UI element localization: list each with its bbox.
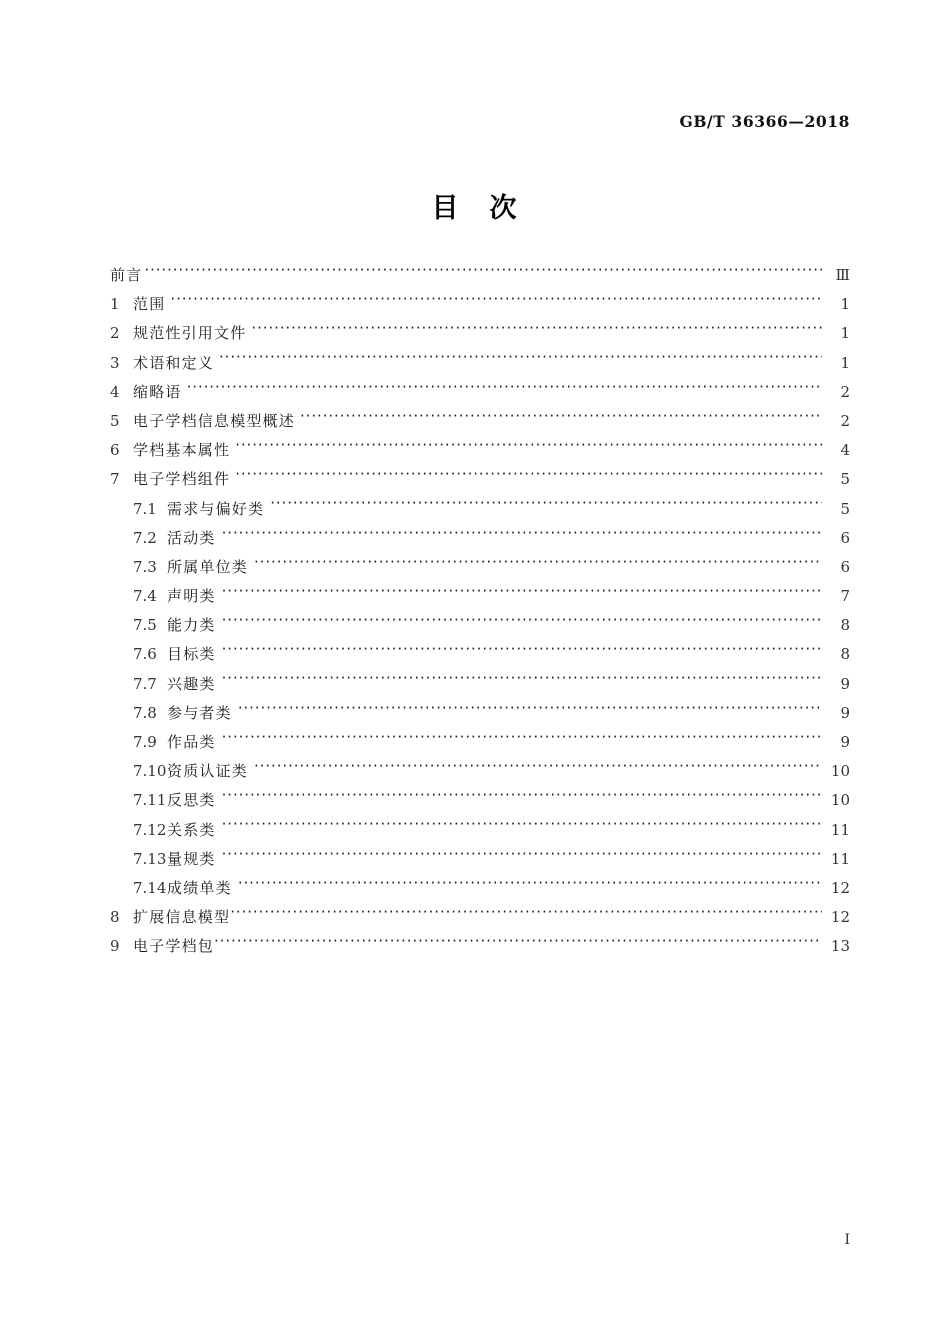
toc-dot-leader <box>187 382 822 397</box>
toc-entry-number: 7.2 <box>133 528 157 547</box>
toc-entry[interactable] <box>110 935 850 964</box>
toc-entry-label: 资质认证类 <box>167 762 249 781</box>
toc-entry[interactable] <box>110 789 850 818</box>
toc-dot-leader <box>170 294 822 309</box>
toc-entry[interactable] <box>110 527 850 556</box>
toc-entry-number: 1 <box>110 295 120 314</box>
toc-entry[interactable] <box>110 760 850 789</box>
toc-entry-page-number: 7 <box>840 587 850 606</box>
toc-entry-page-number: 11 <box>830 820 850 839</box>
toc-entry-page-number: Ⅲ <box>835 266 850 284</box>
toc-entry[interactable] <box>110 264 850 293</box>
toc-entry[interactable] <box>110 381 850 410</box>
toc-dot-leader <box>222 586 822 601</box>
toc-dot-leader <box>254 557 822 572</box>
toc-entry[interactable] <box>110 439 850 468</box>
toc-entry-number: 8 <box>110 908 120 927</box>
toc-dot-leader <box>222 849 822 864</box>
toc-dot-leader <box>219 353 822 368</box>
toc-entry-number: 7.7 <box>133 674 157 693</box>
toc-entry[interactable] <box>110 322 850 351</box>
toc-dot-leader <box>144 265 822 280</box>
toc-entry-label: 活动类 <box>167 528 216 547</box>
toc-entry-label: 范围 <box>133 295 166 314</box>
page-title: 目 次 <box>431 193 519 224</box>
toc-entry[interactable] <box>110 819 850 848</box>
toc-entry-label: 前言 <box>110 266 143 284</box>
toc-dot-leader <box>222 528 822 543</box>
toc-entry-label: 需求与偏好类 <box>167 499 265 518</box>
toc-entry-number: 7.6 <box>133 645 157 664</box>
toc-entry-number: 7.1 <box>133 499 157 518</box>
toc-entry-label: 电子学档信息模型概述 <box>133 411 296 430</box>
toc-entry[interactable] <box>110 731 850 760</box>
toc-entry-page-number: 1 <box>840 295 850 314</box>
toc-entry-number: 7.3 <box>133 557 157 576</box>
toc-entry-page-number: 5 <box>840 470 850 489</box>
toc-entry-page-number: 1 <box>840 353 850 372</box>
standard-code-header: GB/T 36366—2018 <box>679 112 850 131</box>
toc-dot-leader <box>230 907 822 922</box>
toc-dot-leader <box>222 820 822 835</box>
toc-dot-leader <box>235 469 822 484</box>
toc-entry-number: 4 <box>110 382 120 401</box>
toc-entry-page-number: 8 <box>840 616 850 635</box>
toc-entry-number: 7.11 <box>133 791 167 810</box>
toc-dot-leader <box>235 440 822 455</box>
toc-entry-label: 扩展信息模型 <box>133 908 231 927</box>
toc-entry[interactable] <box>110 498 850 527</box>
toc-dot-leader <box>270 499 822 514</box>
toc-entry-page-number: 6 <box>840 557 850 576</box>
toc-entry[interactable] <box>110 556 850 585</box>
toc-entry[interactable] <box>110 352 850 381</box>
toc-entry-label: 声明类 <box>167 587 216 606</box>
table-of-contents <box>110 264 850 965</box>
toc-dot-leader <box>251 323 822 338</box>
toc-dot-leader <box>222 790 822 805</box>
toc-entry-label: 缩略语 <box>133 382 182 401</box>
toc-entry-number: 6 <box>110 441 120 460</box>
footer-page-number: Ⅰ <box>844 1232 850 1248</box>
toc-entry-label: 电子学档组件 <box>133 470 231 489</box>
toc-entry-label: 规范性引用文件 <box>133 324 247 343</box>
toc-entry-page-number: 4 <box>840 441 850 460</box>
toc-entry-page-number: 2 <box>840 411 850 430</box>
toc-entry[interactable] <box>110 848 850 877</box>
toc-entry-number: 7.9 <box>133 733 157 751</box>
toc-entry[interactable] <box>110 468 850 497</box>
toc-entry-label: 学档基本属性 <box>133 441 231 460</box>
toc-entry-label: 成绩单类 <box>167 878 232 897</box>
toc-entry-label: 术语和定义 <box>133 353 215 372</box>
toc-entry-number: 3 <box>110 353 120 372</box>
toc-entry-number: 7.12 <box>133 820 167 839</box>
toc-entry-number: 2 <box>110 324 120 343</box>
toc-dot-leader <box>222 732 822 747</box>
toc-entry-number: 7.10 <box>133 762 167 781</box>
toc-entry[interactable] <box>110 614 850 643</box>
toc-entry-label: 电子学档包 <box>133 937 215 956</box>
toc-dot-leader <box>238 878 822 893</box>
toc-entry-page-number: 9 <box>840 703 850 722</box>
toc-entry-label: 兴趣类 <box>167 674 216 693</box>
toc-entry-label: 关系类 <box>167 820 216 839</box>
toc-entry-label: 目标类 <box>167 645 216 664</box>
toc-entry-page-number: 10 <box>830 791 850 810</box>
toc-entry-label: 量规类 <box>167 849 216 868</box>
toc-entry-number: 7.13 <box>133 849 167 868</box>
toc-entry[interactable] <box>110 293 850 322</box>
toc-entry-page-number: 9 <box>840 733 850 751</box>
toc-dot-leader <box>214 936 822 951</box>
toc-dot-leader <box>222 615 822 630</box>
toc-entry-page-number: 6 <box>840 528 850 547</box>
toc-dot-leader <box>300 411 822 426</box>
toc-entry-label: 作品类 <box>167 733 216 751</box>
toc-entry-number: 7 <box>110 470 120 489</box>
toc-entry-number: 5 <box>110 411 120 430</box>
toc-entry-number: 7.4 <box>133 587 157 606</box>
toc-entry[interactable] <box>110 702 850 731</box>
toc-entry-page-number: 2 <box>840 382 850 401</box>
toc-entry[interactable] <box>110 410 850 439</box>
toc-dot-leader <box>222 674 822 689</box>
toc-dot-leader <box>222 644 822 659</box>
toc-entry[interactable] <box>110 643 850 672</box>
toc-entry-page-number: 9 <box>840 674 850 693</box>
toc-entry-page-number: 5 <box>840 499 850 518</box>
toc-entry-number: 9 <box>110 937 120 956</box>
toc-entry-number: 7.5 <box>133 616 157 635</box>
toc-entry[interactable] <box>110 906 850 935</box>
toc-entry-label: 能力类 <box>167 616 216 635</box>
toc-entry-page-number: 13 <box>830 937 850 956</box>
toc-dot-leader <box>254 761 822 776</box>
toc-dot-leader <box>238 703 822 718</box>
toc-entry-page-number: 10 <box>830 762 850 781</box>
toc-entry-number: 7.8 <box>133 703 157 722</box>
toc-entry-page-number: 8 <box>840 645 850 664</box>
toc-entry[interactable] <box>110 673 850 702</box>
toc-entry-page-number: 1 <box>840 324 850 343</box>
toc-entry-page-number: 12 <box>830 878 850 897</box>
toc-entry-page-number: 12 <box>830 908 850 927</box>
toc-entry-label: 参与者类 <box>167 703 232 722</box>
toc-entry-label: 反思类 <box>167 791 216 810</box>
toc-entry-page-number: 11 <box>830 849 850 868</box>
toc-entry-label: 所属单位类 <box>167 557 249 576</box>
toc-entry-number: 7.14 <box>133 878 167 897</box>
toc-entry[interactable] <box>110 585 850 614</box>
toc-entry[interactable] <box>110 877 850 906</box>
